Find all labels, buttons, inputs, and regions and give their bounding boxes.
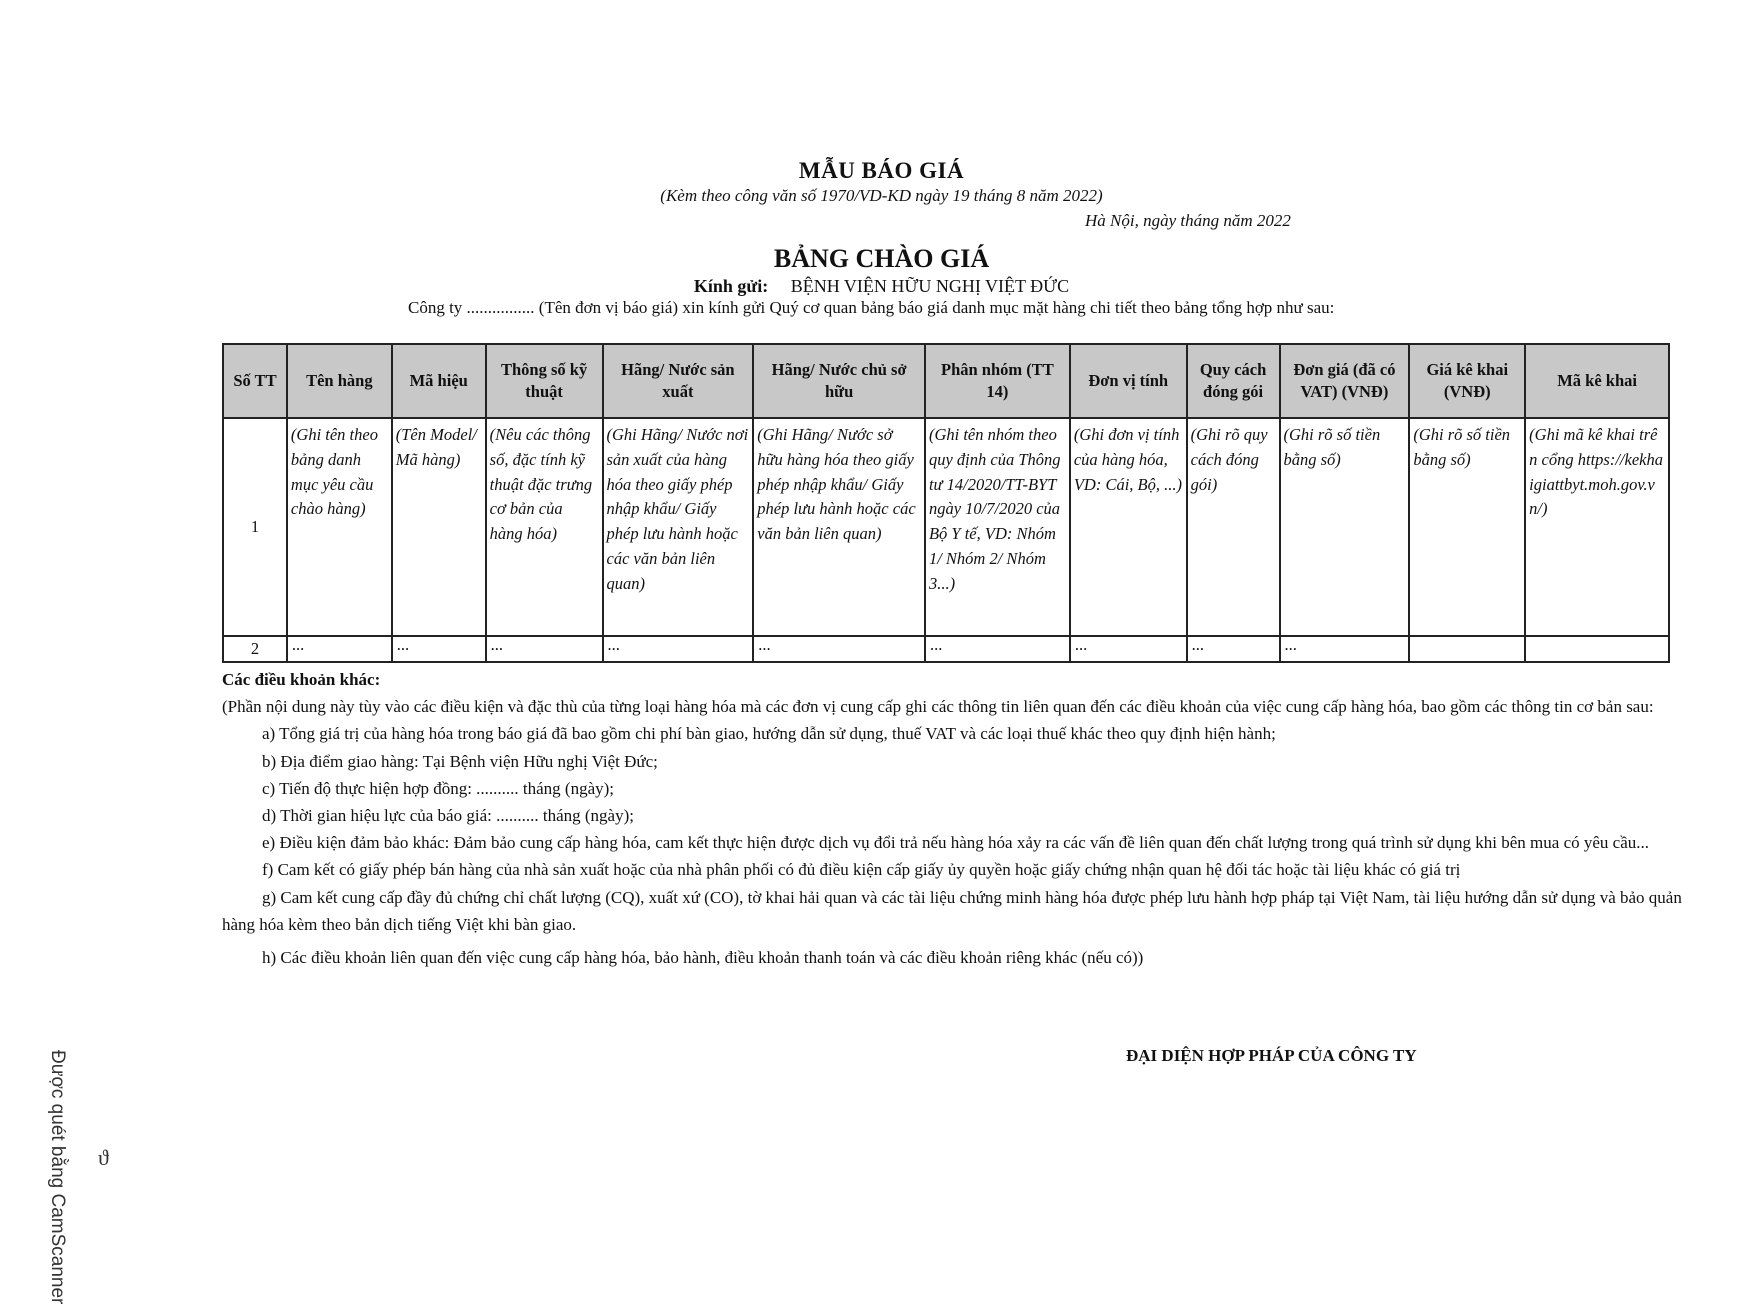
- term-h: h) Các điều khoản liên quan đến việc cung cấp hàng hóa, bảo hành, điều khoản thanh toán và các điều khoản riêng khác (nếu có)): [262, 947, 1144, 967]
- terms-heading: Các điều khoản khác:: [222, 670, 381, 689]
- col-header-hang-nuoc-chu: Hãng/ Nước chủ sở hữu: [753, 344, 925, 418]
- table-cell: [1409, 636, 1525, 662]
- table-cell: ...: [603, 636, 754, 662]
- scan-mark: ϑ: [98, 1145, 109, 1170]
- table-cell: (Ghi tên nhóm theo quy định của Thông tư 14/2020/TT-BYT ngày 10/7/2020 của Bộ Y tế, VD: Nhóm 1/ Nhóm 2/ Nhóm 3...): [925, 418, 1070, 636]
- terms-intro: (Phần nội dung này tùy vào các điều kiện và đặc thù của từng loại hàng hóa mà các đơn vị cung cấp ghi các thông tin liên quan đến các điều khoản của việc cung cấp hàng hóa, bao gồm các thông tin cơ bản sau:: [222, 697, 1654, 717]
- terms-section: [222, 666, 1682, 971]
- table-cell: 2: [223, 636, 287, 662]
- table-cell: (Ghi tên theo bảng danh mục yêu cầu chào hàng): [287, 418, 392, 636]
- table-cell: ...: [1280, 636, 1410, 662]
- col-header-phan-nhom: Phân nhóm (TT 14): [925, 344, 1070, 418]
- table-cell: (Ghi mã kê khai trên cổng https://kekhaigiattbyt.moh.gov.vn/): [1525, 418, 1669, 636]
- table-cell: ...: [392, 636, 486, 662]
- form-subtitle: (Kèm theo công văn số 1970/VD-KD ngày 19 tháng 8 năm 2022): [660, 186, 1103, 205]
- form-title: MẪU BÁO GIÁ: [798, 158, 965, 183]
- term-a: a) Tổng giá trị của hàng hóa trong báo giá đã bao gồm chi phí bàn giao, hướng dẫn sử dụng, thuế VAT và các loại thuế khác theo quy định hiện hành;: [262, 724, 1276, 744]
- intro-text: Công ty ................ (Tên đơn vị báo giá) xin kính gửi Quý cơ quan bảng báo giá danh mục mặt hàng chi tiết theo bảng tổng hợp như sau:: [408, 298, 1335, 317]
- col-header-stt: Số TT: [223, 344, 287, 418]
- term-f: f) Cam kết có giấy phép bán hàng của nhà sản xuất hoặc của nhà phân phối có đủ điều kiện cấp giấy ủy quyền hoặc giấy chứng nhận quan hệ đối tác hoặc tài liệu khác có giá trị: [262, 860, 1461, 880]
- table-cell: ...: [925, 636, 1070, 662]
- table-cell: (Ghi đơn vị tính của hàng hóa, VD: Cái, Bộ, ...): [1070, 418, 1187, 636]
- page-title: BẢNG CHÀO GIÁ: [773, 244, 990, 273]
- term-g: g) Cam kết cung cấp đầy đủ chứng chỉ chất lượng (CQ), xuất xứ (CO), tờ khai hải quan và các tài liệu chứng minh hàng hóa được phép lưu hành hợp pháp tại Việt Nam, tài liệu hướng dẫn sử dụng và bảo quản hàng hóa kèm theo bản dịch tiếng Việt khi bàn giao.: [222, 887, 1682, 934]
- col-header-gia-ke-khai: Giá kê khai (VNĐ): [1409, 344, 1525, 418]
- col-header-hang-nuoc-sx: Hãng/ Nước sản xuất: [603, 344, 754, 418]
- col-header-ma-ke-khai: Mã kê khai: [1525, 344, 1669, 418]
- quotation-table: [222, 343, 1670, 663]
- col-header-ten-hang: Tên hàng: [287, 344, 392, 418]
- table-cell: 1: [223, 418, 287, 636]
- table-cell: (Ghi rõ quy cách đóng gói): [1187, 418, 1280, 636]
- table-cell: (Ghi rõ số tiền bằng số): [1409, 418, 1525, 636]
- col-header-don-gia: Đơn giá (đã có VAT) (VNĐ): [1280, 344, 1410, 418]
- table-cell: [1525, 636, 1669, 662]
- table-cell: ...: [287, 636, 392, 662]
- table-header-row: [223, 344, 1669, 418]
- col-header-ma-hieu: Mã hiệu: [392, 344, 486, 418]
- col-header-don-vi: Đơn vị tính: [1070, 344, 1187, 418]
- date-line: Hà Nội, ngày tháng năm 2022: [1085, 211, 1291, 230]
- camscanner-watermark: Được quét bằng CamScanner: [47, 1050, 68, 1304]
- table-row: [223, 636, 1669, 662]
- col-header-quy-cach: Quy cách đóng gói: [1187, 344, 1280, 418]
- term-b: b) Địa điểm giao hàng: Tại Bệnh viện Hữu nghị Việt Đức;: [262, 751, 658, 771]
- recipient-name: BỆNH VIỆN HỮU NGHỊ VIỆT ĐỨC: [790, 276, 1070, 296]
- table-cell: (Ghi Hãng/ Nước nơi sản xuất của hàng hóa theo giấy phép nhập khẩu/ Giấy phép lưu hành hoặc các văn bản liên quan): [603, 418, 754, 636]
- term-c: c) Tiến độ thực hiện hợp đồng: .......... tháng (ngày);: [262, 778, 615, 798]
- table-cell: ...: [1187, 636, 1280, 662]
- recipient-line: [0, 276, 1763, 297]
- recipient-label: Kính gửi:: [693, 276, 769, 296]
- term-e: e) Điều kiện đảm bảo khác: Đảm bảo cung cấp hàng hóa, cam kết thực hiện được dịch vụ đổi trả nếu hàng hóa xảy ra các vấn đề liên quan đến chất lượng trong quá trình sử dụng khi bên mua có yêu cầu...: [262, 833, 1649, 853]
- table-cell: (Ghi Hãng/ Nước sở hữu hàng hóa theo giấy phép nhập khẩu/ Giấy phép lưu hành hoặc các văn bản liên quan): [753, 418, 925, 636]
- table-cell: ...: [1070, 636, 1187, 662]
- table-cell: (Ghi rõ số tiền bằng số): [1280, 418, 1410, 636]
- table-cell: (Nêu các thông số, đặc tính kỹ thuật đặc trưng cơ bản của hàng hóa): [486, 418, 603, 636]
- table-row: [223, 418, 1669, 636]
- col-header-thong-so: Thông số kỹ thuật: [486, 344, 603, 418]
- table-cell: ...: [486, 636, 603, 662]
- term-d: d) Thời gian hiệu lực của báo giá: .......... tháng (ngày);: [262, 805, 634, 825]
- table-cell: ...: [753, 636, 925, 662]
- signature-label: ĐẠI DIỆN HỢP PHÁP CỦA CÔNG TY: [1126, 1046, 1417, 1065]
- table-cell: (Tên Model/ Mã hàng): [392, 418, 486, 636]
